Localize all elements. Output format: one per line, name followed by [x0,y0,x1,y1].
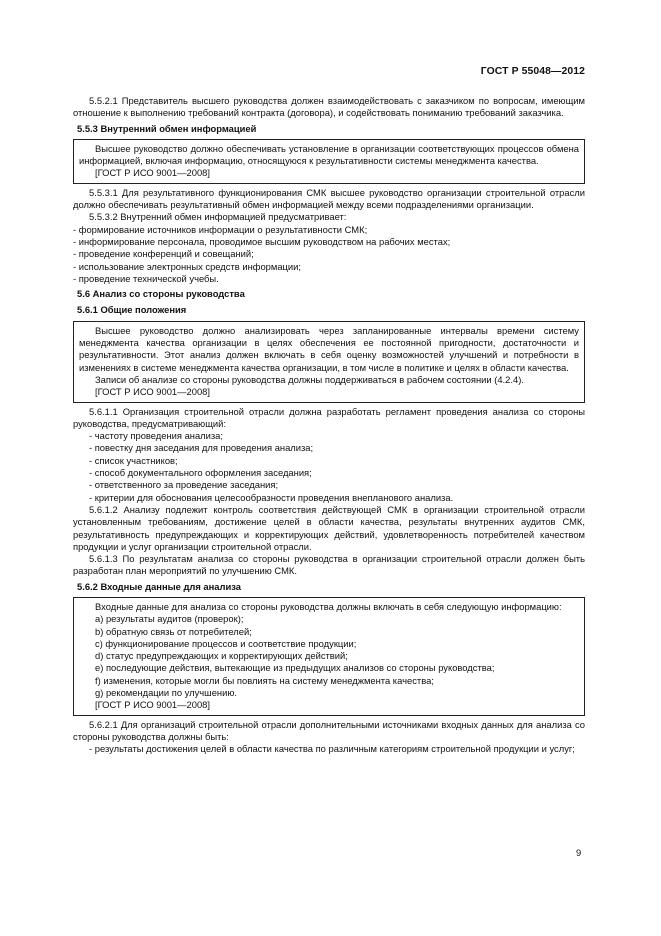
quote-box-1-ref: [ГОСТ Р ИСО 9001—2008] [95,167,210,179]
paragraph-5-6-2-1: 5.6.2.1 Для организаций строительной отрасли дополнительными источниками входных данных для анализа со стороны руководства должны быть: [73,718,585,742]
quote-box-1 [73,139,585,184]
list-item: - информирование персонала, проводимое высшим руководством на рабочих местах; [73,235,451,247]
heading-5-6-1: 5.6.1 Общие положения [77,304,187,316]
list-item: - критерии для обоснования целесообразности проведения внепланового анализа. [89,491,454,503]
quote-box-2-text: Высшее руководство должно анализировать через запланированные интервалы времени систему менеджмента качества организации в целях обеспечения ее постоянной пригодности, достаточности и результативности. Этот анализ должен включать в себя оценку возможностей улучшений и потребности в изменениях в системе менеджмента качества организации, в том числе в политике и целях в области качества. [79,324,579,373]
list-item: - результаты достижения целей в области качества по различным категориям строительной продукции и услуг; [89,743,575,755]
list-item: - повестку дня заседания для проведения анализа; [89,442,314,454]
page-number: 9 [576,847,582,858]
paragraph-5-6-1-1: 5.6.1.1 Организация строительной отрасли должна разработать регламент проведения анализа со стороны руководства, предусматривающий: [73,405,585,429]
list-item: f) изменения, которые могли бы повлиять на систему менеджмента качества; [95,674,434,686]
quote-box-3 [73,597,585,716]
paragraph-5-6-1-3: 5.6.1.3 По результатам анализа со стороны руководства в организации строительной отрасли должен быть разработан план мероприятий по улучшению СМК. [73,553,585,577]
paragraph-5-5-3-2: 5.5.3.2 Внутренний обмен информацией предусматривает: [89,211,347,223]
list-item: - способ документального оформления заседания; [89,467,312,479]
heading-5-6: 5.6 Анализ со стороны руководства [77,288,245,300]
quote-box-3-ref: [ГОСТ Р ИСО 9001—2008] [95,699,210,711]
standard-header: ГОСТ Р 55048—2012 [480,66,585,77]
document-page [73,66,585,756]
paragraph-5-5-3-1: 5.5.3.1 Для результативного функционирования СМК высшее руководство организации строительной отрасли должно обеспечивать результативный обмен информацией между всеми подразделениями организации. [73,186,585,211]
quote-box-2-ref: [ГОСТ Р ИСО 9001—2008] [95,386,210,398]
list-item: a) результаты аудитов (проверок); [95,613,244,625]
list-item: g) рекомендации по улучшению. [95,687,237,699]
list-item: c) функционирование процессов и соответствие продукции; [95,637,357,649]
list-item: - проведение технической учебы. [73,272,219,284]
list-item: - использование электронных средств информации; [73,260,302,272]
paragraph-5-5-2-1: 5.5.2.1 Представитель высшего руководства должен взаимодействовать с заказчиком по вопросам, имеющим отношение к выполнению требований контракта (договора), и содействовать пониманию требований заказчика. [73,95,585,119]
list-item: - частоту проведения анализа; [89,430,223,442]
quote-box-2 [73,321,585,403]
quote-box-3-text: Входные данные для анализа со стороны руководства должны включать в себя следующую информацию: [95,600,562,612]
heading-5-6-2: 5.6.2 Входные данные для анализа [77,580,241,592]
list-item: - формирование источников информации о результативности СМК; [73,223,368,235]
heading-5-5-3: 5.5.3 Внутренний обмен информацией [77,122,257,134]
list-item: - список участников; [89,454,178,466]
list-item: d) статус предупреждающих и корректирующих действий; [95,650,348,662]
quote-box-2-text-2: Записи об анализе со стороны руководства должны поддерживаться в рабочем состоянии (4.2.4). [95,373,524,385]
list-item: - проведение конференций и совещаний; [73,248,254,260]
quote-box-1-text: Высшее руководство должно обеспечивать установление в организации соответствующих процессов обмена информацией, включая информацию, относящуюся к результативности системы менеджмента качества. [79,142,579,167]
list-item: - ответственного за проведение заседания; [89,479,279,491]
list-item: b) обратную связь от потребителей; [95,625,252,637]
list-item: e) последующие действия, вытекающие из предыдущих анализов со стороны руководства; [95,662,495,674]
paragraph-5-6-1-2: 5.6.1.2 Анализу подлежит контроль соответствия действующей СМК в организации строительной отрасли установленным требованиям, достижение целей в области качества, результаты внутренних аудитов СМК, результативность предупреждающих и корректирующих действий, удовлетворенность потребителей качеством продукции и услуг организации строительной отрасли. [73,503,585,552]
